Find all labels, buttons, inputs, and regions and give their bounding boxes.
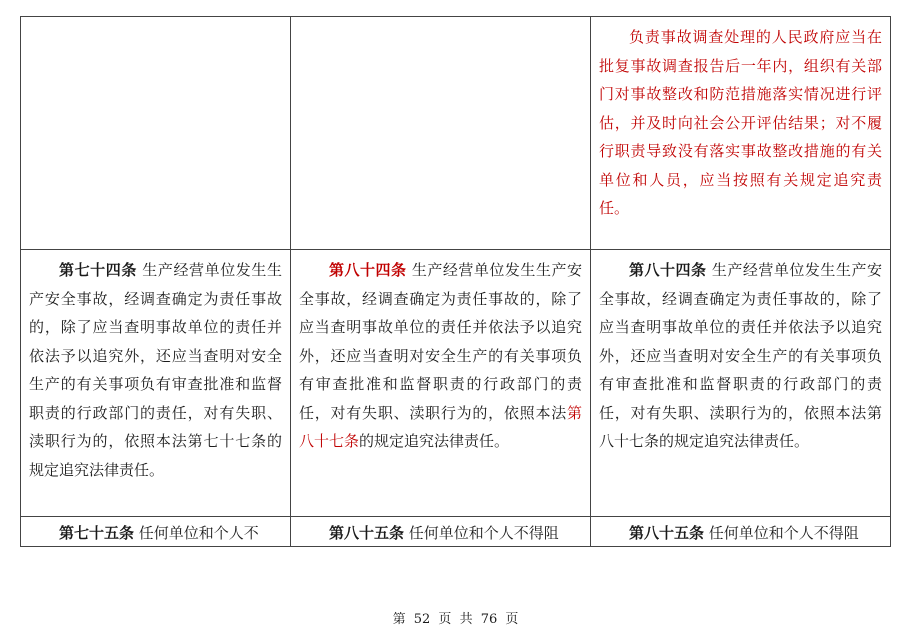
article-number: 第八十四条 [629, 261, 707, 279]
old-law-cell [21, 517, 291, 547]
article-reference: 第八十七条 [299, 403, 582, 450]
table-row [21, 517, 891, 547]
article-number: 第八十五条 [329, 524, 405, 542]
new-provision-text: 负责事故调查处理的人民政府应当在批复事故调查报告后一年内，组织有关部门对事故整改和防范措施落实情况进行评估，并及时向社会公开评估结果；对不履行职责导致没有落实事故整改措施的有关单位和人员，应当按照有关规定追究责任。 [599, 28, 882, 217]
table-row [21, 17, 891, 250]
new-law-cell [591, 250, 891, 517]
draft-cell-empty [291, 17, 591, 250]
article-text: 任何单位和个人不 [138, 524, 259, 542]
old-law-cell [21, 250, 291, 517]
article-text: 任何单位和个人不得阻 [708, 524, 859, 542]
draft-cell [291, 517, 591, 547]
comparison-table [20, 16, 891, 547]
new-law-cell [591, 17, 891, 250]
article-paragraph [599, 522, 882, 544]
old-law-cell-empty [21, 17, 291, 250]
draft-cell [291, 250, 591, 517]
article-text: 任何单位和个人不得阻 [408, 524, 559, 542]
article-text: 生产经营单位发生生产安全事故，经调查确定为责任事故的，除了应当查明事故单位的责任并依法予以追究外，还应当查明对安全生产的有关事项负有审查批准和监督职责的行政部门的责任，对有失职、渎职行为的，依照本法第七十七条的规定追究法律责任。 [29, 261, 282, 479]
article-text-tail: 的规定追究法律责任。 [359, 432, 510, 450]
new-law-cell [591, 517, 891, 547]
article-number: 第八十四条 [329, 261, 407, 279]
page-number-footer: 第 52 页 共 76 页 [392, 612, 519, 627]
table-row [21, 250, 891, 517]
article-paragraph [29, 522, 282, 544]
article-number: 第七十四条 [59, 261, 137, 279]
article-paragraph [299, 256, 582, 456]
article-paragraph [299, 522, 582, 544]
article-text: 生产经营单位发生生产安全事故，经调查确定为责任事故的，除了应当查明事故单位的责任并依法予以追究外，还应当查明对安全生产的有关事项负有审查批准和监督职责的行政部门的责任，对有失职、渎职行为的，依照本法 [299, 261, 582, 422]
article-paragraph [29, 256, 282, 484]
article-number: 第七十五条 [59, 524, 135, 542]
article-paragraph [599, 256, 882, 456]
article-text: 生产经营单位发生生产安全事故，经调查确定为责任事故的，除了应当查明事故单位的责任并依法予以追究外，还应当查明对安全生产的有关事项负有审查批准和监督职责的行政部门的责任，对有失职、渎职行为的，依照本法第八十七条的规定追究法律责任。 [599, 261, 882, 450]
article-number: 第八十五条 [629, 524, 705, 542]
